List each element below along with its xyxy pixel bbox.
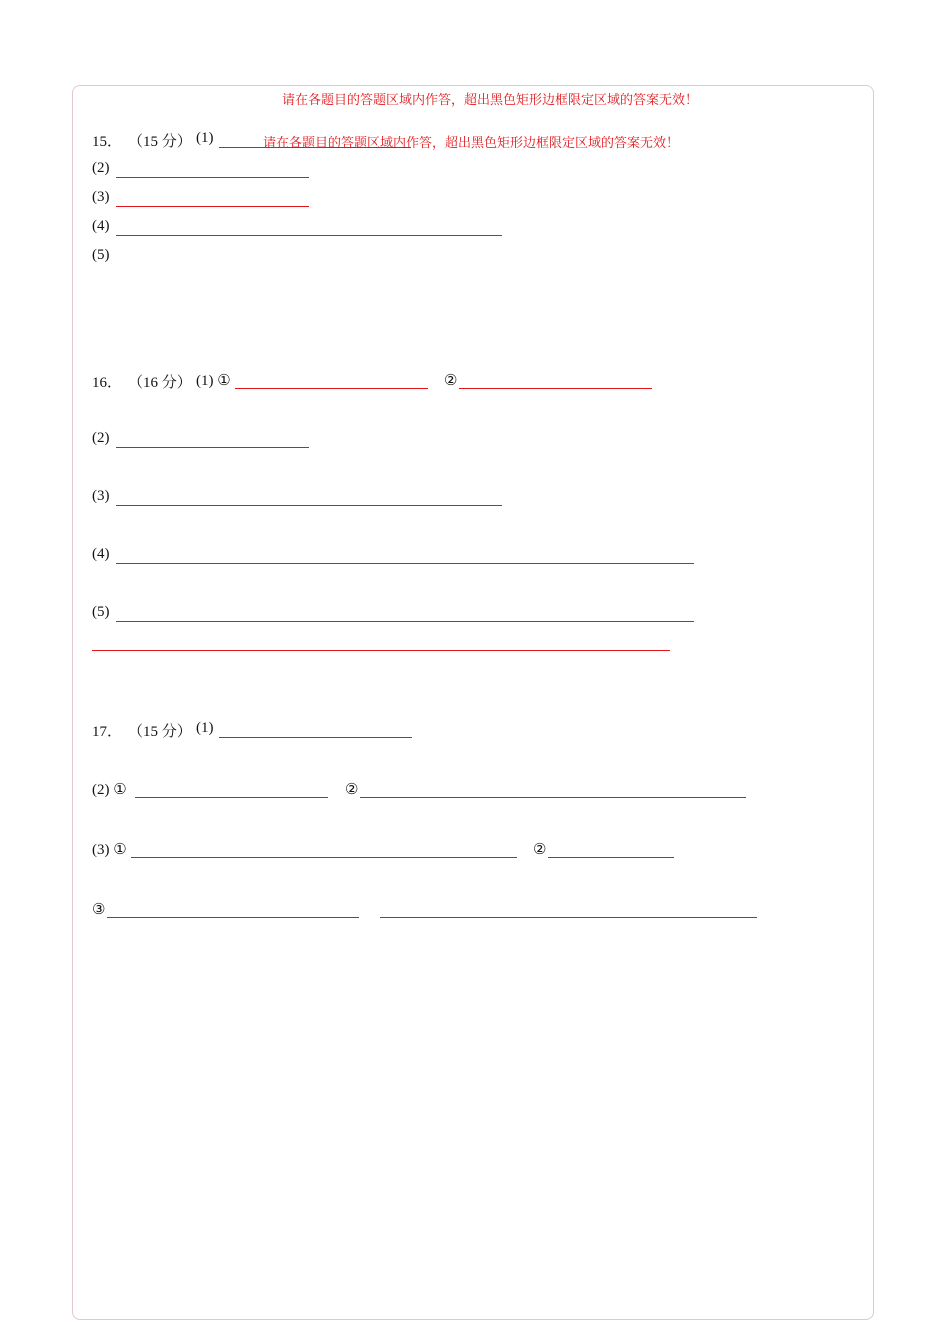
q17-part3-answer-line-c[interactable]: [107, 917, 359, 918]
q15-part3-answer-line[interactable]: [116, 206, 309, 207]
q16-part5-answer-line-1[interactable]: [116, 621, 694, 622]
q17-score: （15 分）: [128, 724, 192, 740]
q16-part1-label-b: ②: [444, 373, 458, 389]
q15-part4-answer-line[interactable]: [116, 235, 502, 236]
q17-part2-answer-line-a[interactable]: [135, 797, 328, 798]
q16-part1-label: (1) ①: [196, 373, 231, 389]
q16-part5-label: (5): [92, 604, 110, 620]
q17-part3-answer-line-d[interactable]: [380, 917, 757, 918]
q16-part4-label: (4): [92, 546, 110, 562]
q16-part2-label: (2): [92, 430, 110, 446]
q17-part3-answer-line-a[interactable]: [131, 857, 517, 858]
q15-part2-label: (2): [92, 160, 110, 176]
q17-part2-answer-line-b[interactable]: [360, 797, 746, 798]
q16-part2-answer-line[interactable]: [116, 447, 309, 448]
q15-part1-label: (1): [196, 130, 214, 146]
q17-part3-label: (3) ①: [92, 842, 127, 858]
q17-number: 17．: [92, 724, 123, 740]
q15-number: 15．: [92, 134, 123, 150]
q16-score: （16 分）: [128, 375, 192, 391]
q17-part3-answer-line-b[interactable]: [548, 857, 674, 858]
q15-part5-label: (5): [92, 247, 110, 263]
q16-part1-answer-line-b[interactable]: [459, 388, 652, 389]
q15-part2-answer-line[interactable]: [116, 177, 309, 178]
answer-area-frame: [72, 85, 874, 1320]
q17-part3-label-b: ②: [533, 842, 547, 858]
q15-part3-label: (3): [92, 189, 110, 205]
overlay-notice: 请在各题目的答题区域内作答，超出黑色矩形边框限定区域的答案无效！: [263, 135, 680, 150]
q17-part1-answer-line[interactable]: [219, 737, 412, 738]
q17-part1-label: (1): [196, 720, 214, 736]
top-notice: 请在各题目的答题区域内作答，超出黑色矩形边框限定区域的答案无效！: [282, 92, 699, 107]
q16-part5-answer-line-2[interactable]: [92, 650, 670, 651]
q16-part1-answer-line-a[interactable]: [235, 388, 428, 389]
q15-part4-label: (4): [92, 218, 110, 234]
q17-part2-label-b: ②: [345, 782, 359, 798]
q15-score: （15 分）: [128, 134, 192, 150]
q16-number: 16．: [92, 375, 123, 391]
q17-part3-label-c: ③: [92, 902, 106, 918]
q16-part3-answer-line[interactable]: [116, 505, 502, 506]
q16-part3-label: (3): [92, 488, 110, 504]
q17-part2-label: (2) ①: [92, 782, 127, 798]
q16-part4-answer-line[interactable]: [116, 563, 694, 564]
